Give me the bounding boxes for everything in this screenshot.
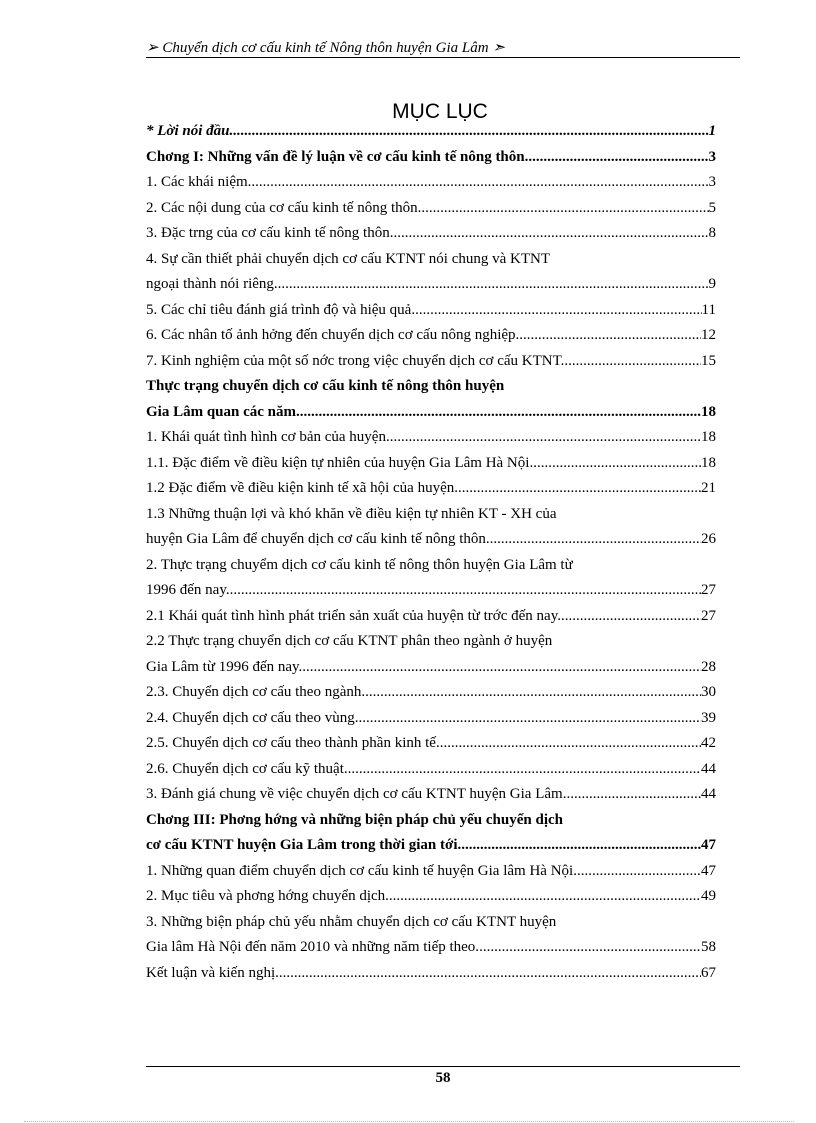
header-arrow-right-icon: ➣ [492,40,505,56]
toc-entry-title: Gia lâm Hà Nội đến năm 2010 và những năm tiếp theo. [146,939,480,956]
toc-dot-leader [230,582,701,599]
toc-entry-title: 3. Đặc trng của cơ cấu kinh tế nông thôn [146,225,390,242]
toc-entry [146,961,716,987]
toc-dot-leader [389,888,701,905]
toc-entry-title: Chơng I: Những vấn đề lý luận về cơ cấu kinh tế nông thôn [146,148,525,165]
toc-entry [146,196,716,222]
toc-entry-title: huyện Gia Lâm để chuyển dịch cơ cấu kinh tế nông thôn [146,531,486,548]
page-number: 58 [435,1070,451,1086]
toc-entry [146,578,716,604]
toc-entry-title: 2.5. Chuyển dịch cơ cấu theo thành phần kinh tế [146,735,436,752]
toc-entry [146,272,716,298]
toc-dot-leader [486,531,701,548]
toc-entry [146,349,716,375]
toc-entry-title: * Lời nói đầu [146,123,230,140]
toc-dot-leader [386,429,701,446]
toc-entry [146,935,716,961]
toc-entry-title: 2.3. Chuyển dịch cơ cấu theo ngành [146,684,362,701]
toc-entry-page: 3 [708,174,716,191]
toc-entry-title: cơ cấu KTNT huyện Gia Lâm trong thời gian tới. [146,837,462,854]
toc-entry-title: 5. Các chỉ tiêu đánh giá trình độ và hiệu quả [146,301,412,318]
toc-entry-page: 12 [701,327,716,344]
toc-dot-leader [454,480,701,497]
toc-dot-leader [344,761,701,778]
toc-entry-title: Chơng III: Phơng hớng và những biện pháp chủ yếu chuyển dịch [146,811,563,828]
toc-entry-title: 3. Đánh giá chung về việc chuyển dịch cơ cấu KTNT huyện Gia Lâm [146,786,563,803]
toc-entry-page: 11 [701,301,716,318]
toc-entry-page: 5 [708,199,716,216]
toc-dot-leader [525,149,709,166]
toc-entry [146,476,716,502]
toc-dot-leader [561,608,701,625]
toc-entry-title: Gia Lâm quan các năm. [146,403,300,420]
toc-entry-page: 9 [708,276,716,293]
toc-entry-page: 39 [701,709,716,726]
toc-entry-page: 27 [701,607,716,624]
toc-dot-leader [411,302,701,319]
toc-entry-title: 2. Thực trạng chuyểm dịch cơ cấu kinh tế nông thôn huyện Gia Lâm từ [146,556,573,573]
toc-entry [146,884,716,910]
toc-entry-title: 6. Các nhân tố ảnh hởng đến chuyển dịch cơ cấu nông nghiệp. [146,327,520,344]
toc-entry-page: 47 [701,862,716,879]
toc-entry-title: Gia Lâm từ 1996 đến nay. [146,658,303,675]
toc-dot-leader [573,863,701,880]
toc-dot-leader [436,735,701,752]
toc-entry-title: Kết luận và kiến nghị [146,964,276,981]
toc-dot-leader [390,225,709,242]
toc-entry-title: 1.2 Đặc điểm về điều kiện kinh tế xã hội của huyện [146,480,455,497]
toc-entry-title: 1.3 Những thuận lợi và khó khăn về điều kiện tự nhiên KT - XH của [146,505,557,522]
toc-entry-page: 28 [701,658,716,675]
toc-entry-title: 1. Các khái niệm [146,174,248,191]
toc-entry-page: 3 [708,148,716,165]
toc-dot-leader [274,276,709,293]
toc-entry-page: 26 [701,531,716,548]
toc-entry-page: 21 [701,480,716,497]
toc-entry [146,655,716,681]
toc-entry-page: 47 [701,837,716,854]
toc-entry [146,808,716,834]
toc-dot-leader [361,684,701,701]
toc-entry-page: 44 [701,760,716,777]
toc-entry [146,502,716,528]
toc-entry-page: 27 [701,582,716,599]
toc-entry-title: 4. Sự cần thiết phải chuyển dịch cơ cấu KTNT nói chung và KTNT [146,250,551,267]
toc-dot-leader [418,200,709,217]
toc-entry [146,374,716,400]
toc-entry-page: 49 [701,888,716,905]
toc-entry [146,680,716,706]
toc-entry-title: Thực trạng chuyển dịch cơ cấu kinh tế nông thôn huyện [146,378,505,395]
toc-entry [146,170,716,196]
toc-dot-leader [229,123,708,140]
toc-entry [146,553,716,579]
toc-dot-leader [355,710,701,727]
toc-dot-leader [461,837,701,854]
toc-entry-title: 1996 đến nay. [146,582,230,599]
toc-dot-leader [479,939,701,956]
toc-entry-page: 1 [708,123,716,140]
toc-entry [146,119,716,145]
toc-entry [146,247,716,273]
toc-entry [146,221,716,247]
toc-entry-title: 1. Những quan điểm chuyển dịch cơ cấu kinh tế huyện Gia lâm Hà Nội [146,862,574,879]
page-edge-divider [24,1121,794,1122]
toc-entry [146,706,716,732]
toc-entry-page: 42 [701,735,716,752]
toc-entry-title: 7. Kinh nghiệm của một số nớc trong việc chuyển dịch cơ cấu KTNT. [146,352,565,369]
toc-entry [146,425,716,451]
toc-entry [146,323,716,349]
footer-rule [146,1066,740,1067]
toc-entry-page: 30 [701,684,716,701]
toc-entry [146,527,716,553]
toc-entry-title: 2.1 Khái quát tình hình phát triển sản xuất của huyện từ trớc đến nay. [146,607,561,624]
toc-entry [146,859,716,885]
header-text: Chuyển dịch cơ cấu kinh tế Nông thôn huyện Gia Lâm [162,40,489,56]
toc-entry-title: 2.6. Chuyển dịch cơ cấu kỹ thuật [146,760,344,777]
toc-entry [146,451,716,477]
toc-entry [146,604,716,630]
toc-entry [146,910,716,936]
toc-entry [146,731,716,757]
toc-dot-leader [563,786,701,803]
toc-entry-page: 18 [701,429,716,446]
toc-entry-page: 18 [701,454,716,471]
toc-entry-page: 44 [701,786,716,803]
toc-entry-title: 2. Mục tiêu và phơng hớng chuyển dịch. [146,888,389,905]
running-header [146,38,740,58]
table-of-contents [146,119,716,986]
toc-entry-page: 58 [701,939,716,956]
toc-entry [146,629,716,655]
toc-entry-title: 3. Những biện pháp chủ yếu nhằm chuyển dịch cơ cấu KTNT huyện [146,913,557,930]
toc-entry-page: 18 [701,403,716,420]
toc-entry-title: 2.4. Chuyển dịch cơ cấu theo vùng [146,709,355,726]
header-arrow-left-icon: ➢ [146,40,159,56]
toc-entry-page: 8 [708,225,716,242]
toc-entry-page: 67 [701,964,716,981]
page-title: MỤC LỤC [392,100,488,123]
toc-entry-title: ngoại thành nói riêng [146,276,274,293]
toc-entry-title: 2. Các nội dung của cơ cấu kinh tế nông thôn [146,199,418,216]
toc-entry [146,400,716,426]
toc-entry [146,145,716,171]
toc-entry [146,782,716,808]
toc-dot-leader [275,965,701,982]
toc-dot-leader [300,404,701,421]
toc-entry-title: 2.2 Thực trạng chuyển dịch cơ cấu KTNT phân theo ngành ở huyện [146,633,553,650]
toc-dot-leader [302,659,701,676]
toc-entry [146,298,716,324]
toc-dot-leader [519,327,701,344]
header-rule [146,57,740,58]
toc-entry [146,757,716,783]
toc-entry [146,833,716,859]
toc-dot-leader [248,174,709,191]
toc-entry-page: 15 [701,352,716,369]
toc-dot-leader [564,353,701,370]
toc-entry-title: 1.1. Đặc điểm về điều kiện tự nhiên của huyện Gia Lâm Hà Nội [146,454,530,471]
toc-dot-leader [529,455,701,472]
toc-entry-title: 1. Khái quát tình hình cơ bản của huyện [146,429,386,446]
